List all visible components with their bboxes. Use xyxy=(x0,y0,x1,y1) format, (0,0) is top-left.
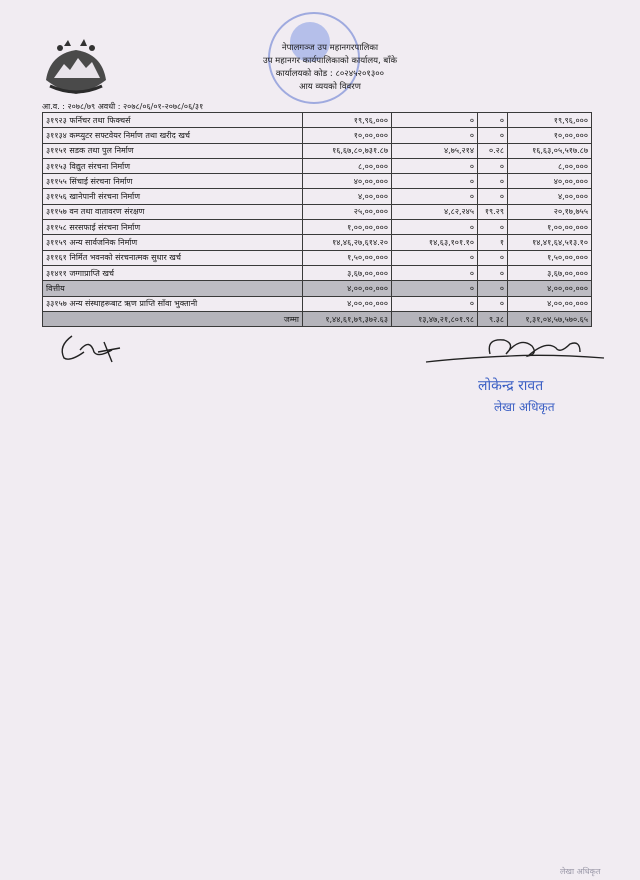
report-title: आय व्ययको विवरण xyxy=(299,82,361,92)
table-row xyxy=(43,143,592,158)
percent-cell: ० xyxy=(478,281,508,296)
table-row xyxy=(43,296,592,311)
expenditure-cell: ० xyxy=(392,220,478,235)
table-row xyxy=(43,128,592,143)
total-budget-cell: १,४४,६१,७९,३७२.६३ xyxy=(303,311,392,326)
percent-cell: ० xyxy=(478,128,508,143)
document-header xyxy=(220,42,440,94)
office-name: उप महानगर कार्यपालिकाको कार्यालय, बाँके xyxy=(262,56,398,66)
office-code: कार्यालयको कोड : ८०२४५२०१३०० xyxy=(275,69,385,79)
account-head-cell: ३११५८ सरसफाई संरचना निर्माण xyxy=(43,220,303,235)
balance-cell: १६,६३,०५,५१७.८७ xyxy=(508,143,592,158)
fiscal-period: आ.व. : २०७८/७९ अवधी : २०७८/०६/०१-२०७८/०६/३१ xyxy=(42,102,204,111)
budget-cell: ४,००,००० xyxy=(303,189,392,204)
table-row xyxy=(43,158,592,173)
officer-title: लेखा अधिकृत xyxy=(494,400,555,414)
initials-signature xyxy=(54,328,134,368)
total-balance-cell: १,३१,०४,५७,५७०.६५ xyxy=(508,311,592,326)
balance-cell: १,५०,००,००० xyxy=(508,250,592,265)
officer-signature xyxy=(420,332,610,374)
account-head-cell: ३११५१ सडक तथा पुल निर्माण xyxy=(43,143,303,158)
municipality-name: नेपालगञ्ज उप महानगरपालिका xyxy=(281,43,379,53)
budget-cell: ४०,००,००० xyxy=(303,174,392,189)
expenditure-cell: ० xyxy=(392,189,478,204)
total-expenditure-cell: १३,४७,२१,८०१.९८ xyxy=(392,311,478,326)
account-head-cell: ३१९२३ फर्निचर तथा फिक्चर्स xyxy=(43,113,303,128)
budget-cell: ४,००,००,००० xyxy=(303,296,392,311)
balance-cell: ४०,००,००० xyxy=(508,174,592,189)
table-row xyxy=(43,265,592,280)
percent-cell: १ xyxy=(478,235,508,250)
expenditure-cell: ४,८२,२४५ xyxy=(392,204,478,219)
budget-cell: १६,६७,८०,७३१.८७ xyxy=(303,143,392,158)
balance-cell: १०,००,००० xyxy=(508,128,592,143)
percent-cell: ० xyxy=(478,174,508,189)
budget-cell: १०,००,००० xyxy=(303,128,392,143)
balance-cell: ४,००,००० xyxy=(508,189,592,204)
account-head-cell: ३११३४ कम्प्युटर सफ्टवेयर निर्माण तथा खरीद खर्च xyxy=(43,128,303,143)
balance-cell: ४,००,००,००० xyxy=(508,281,592,296)
percent-cell: ०.२८ xyxy=(478,143,508,158)
budget-cell: २५,००,००० xyxy=(303,204,392,219)
percent-cell: ० xyxy=(478,113,508,128)
table-row xyxy=(43,250,592,265)
table-row xyxy=(43,174,592,189)
expenditure-table xyxy=(42,112,592,327)
balance-cell: १९,९६,००० xyxy=(508,113,592,128)
balance-cell: ८,००,००० xyxy=(508,158,592,173)
budget-cell: १४,४६,२७,६१४.२० xyxy=(303,235,392,250)
percent-cell: ० xyxy=(478,250,508,265)
table-section-row xyxy=(43,281,592,296)
percent-cell: १९.२९ xyxy=(478,204,508,219)
government-emblem-icon xyxy=(40,36,112,98)
percent-cell: ० xyxy=(478,296,508,311)
balance-cell: २०,१७,७५५ xyxy=(508,204,592,219)
expenditure-cell: ० xyxy=(392,265,478,280)
table-row xyxy=(43,220,592,235)
budget-cell: ३,६७,००,००० xyxy=(303,265,392,280)
account-head-cell: ३११५६ खानेपानी संरचना निर्माण xyxy=(43,189,303,204)
account-head-cell: ३११६१ निर्मित भवनको संरचनात्मक सुधार खर्च xyxy=(43,250,303,265)
expenditure-cell: ० xyxy=(392,296,478,311)
balance-cell: ४,००,००,००० xyxy=(508,296,592,311)
percent-cell: ० xyxy=(478,189,508,204)
account-head-cell: ३३१५७ अन्य संस्थाहरूबाट ऋण प्राप्ति साँवा भुक्तानी xyxy=(43,296,303,311)
total-percent-cell: ९.३८ xyxy=(478,311,508,326)
account-head-cell: ३११५५ सिंचाई संरचना निर्माण xyxy=(43,174,303,189)
budget-cell: १,५०,००,००० xyxy=(303,250,392,265)
account-head-cell: ३११५९ अन्य सार्वजनिक निर्माण xyxy=(43,235,303,250)
account-head-cell: ३११५७ वन तथा वातावरण संरक्षण xyxy=(43,204,303,219)
expenditure-cell: ४,७५,२१४ xyxy=(392,143,478,158)
table-row xyxy=(43,113,592,128)
expenditure-cell: ० xyxy=(392,281,478,296)
percent-cell: ० xyxy=(478,158,508,173)
table-total-row xyxy=(43,311,592,326)
balance-cell: १,००,००,००० xyxy=(508,220,592,235)
percent-cell: ० xyxy=(478,265,508,280)
budget-cell: ४,००,००,००० xyxy=(303,281,392,296)
balance-cell: ३,६७,००,००० xyxy=(508,265,592,280)
expenditure-cell: ० xyxy=(392,174,478,189)
faint-bleed-text: लेखा अधिकृत xyxy=(560,867,601,876)
table-row xyxy=(43,235,592,250)
budget-cell: ८,००,००० xyxy=(303,158,392,173)
expenditure-cell: ० xyxy=(392,128,478,143)
expenditure-cell: ० xyxy=(392,158,478,173)
account-head-cell: ३११५३ विद्युत संरचना निर्माण xyxy=(43,158,303,173)
expenditure-cell: ० xyxy=(392,250,478,265)
total-label-cell: जम्मा xyxy=(43,311,303,326)
budget-cell: १९,९६,००० xyxy=(303,113,392,128)
expenditure-cell: १४,६३,१०१.१० xyxy=(392,235,478,250)
budget-cell: १,००,००,००० xyxy=(303,220,392,235)
account-head-cell: ३१४११ जग्गाप्राप्ति खर्च xyxy=(43,265,303,280)
expenditure-cell: ० xyxy=(392,113,478,128)
table-row xyxy=(43,189,592,204)
account-head-cell: वित्तीय xyxy=(43,281,303,296)
balance-cell: १४,४१,६४,५१३.१० xyxy=(508,235,592,250)
officer-name: लोकेन्द्र रावत xyxy=(478,378,544,394)
table-row xyxy=(43,204,592,219)
percent-cell: ० xyxy=(478,220,508,235)
